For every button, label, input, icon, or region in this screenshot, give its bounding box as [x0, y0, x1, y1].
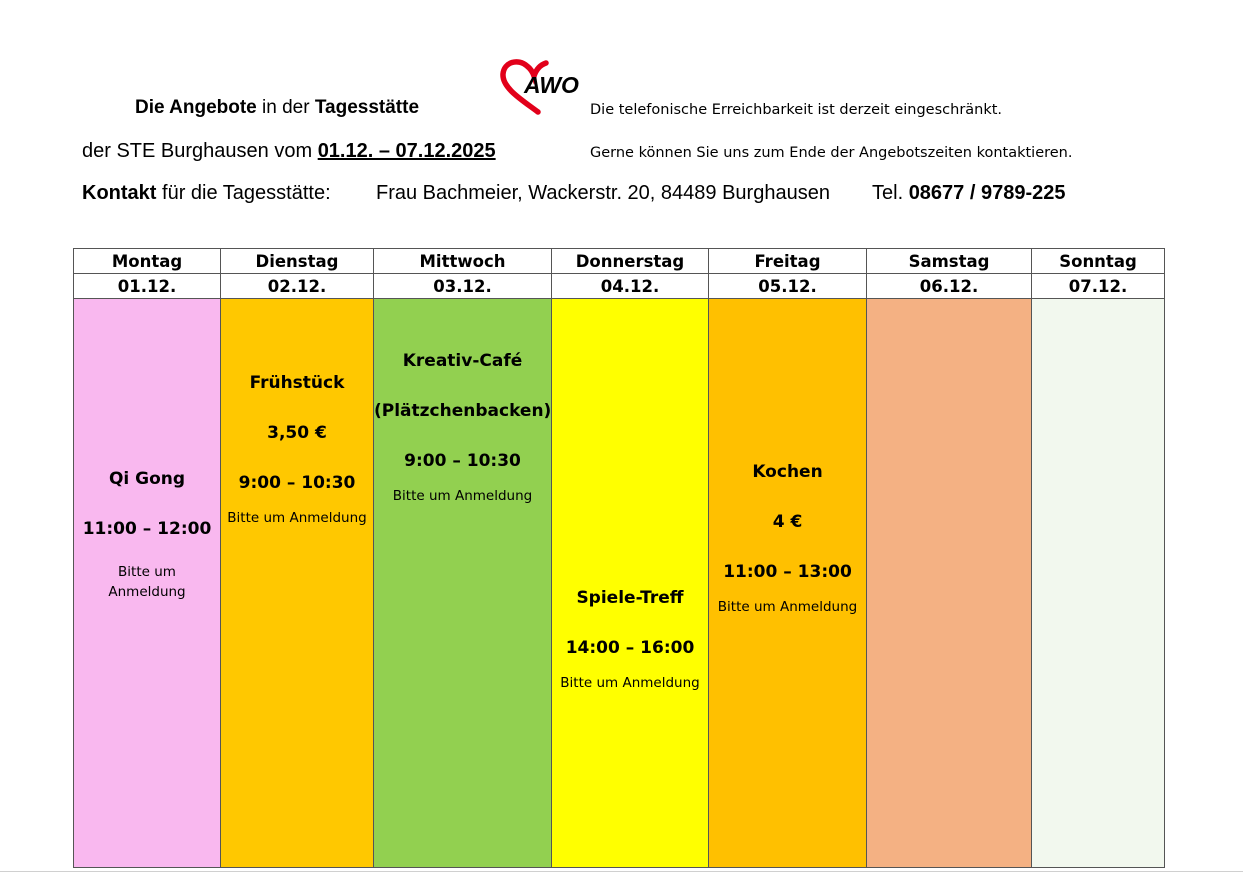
event-time: 11:00 – 13:00: [723, 562, 852, 582]
phone-note-2: Gerne können Sie uns zum Ende der Angebotszeiten kontaktieren.: [590, 145, 1073, 161]
date-montag: 01.12.: [74, 274, 221, 299]
date-donnerstag: 04.12.: [552, 274, 709, 299]
event-title: Kreativ-Café: [402, 351, 523, 371]
event-price: 3,50 €: [267, 423, 327, 443]
day-cell-donnerstag: [552, 299, 709, 868]
event-title: Spiele-Treff: [576, 588, 684, 608]
phone-note-1: Die telefonische Erreichbarkeit ist derzeit eingeschränkt.: [590, 102, 1003, 118]
event-kochen: [709, 447, 866, 617]
event-time: 14:00 – 16:00: [565, 638, 695, 658]
event-time: 9:00 – 10:30: [238, 473, 356, 493]
page-bottom-divider: [0, 871, 1243, 872]
contact-label-rest: für die Tagesstätte:: [156, 182, 331, 204]
event-price: 4 €: [772, 512, 803, 532]
day-header-dienstag: Dienstag: [221, 249, 374, 274]
title-part-2: in der: [256, 97, 315, 118]
day-cell-samstag: [867, 299, 1032, 868]
event-note: Bitte um Anmeldung: [560, 675, 700, 691]
date-dienstag: 02.12.: [221, 274, 374, 299]
event-title: Kochen: [752, 462, 823, 482]
event-note-line-1: Bitte um: [118, 564, 176, 580]
day-cell-sonntag: [1032, 299, 1165, 868]
subtitle-line: [82, 140, 496, 163]
contact-phone: [872, 182, 1066, 205]
day-header-samstag: Samstag: [867, 249, 1032, 274]
awo-logo: [500, 58, 584, 116]
event-title: Frühstück: [249, 373, 345, 393]
event-note: Bitte um Anmeldung: [227, 510, 367, 526]
event-qi-gong: [74, 454, 220, 602]
contact-label-bold: Kontakt: [82, 182, 157, 204]
events-row: [74, 299, 1165, 868]
event-subtitle: (Plätzchenbacken): [374, 401, 552, 421]
day-header-sonntag: Sonntag: [1032, 249, 1165, 274]
day-header-montag: Montag: [74, 249, 221, 274]
date-mittwoch: 03.12.: [374, 274, 552, 299]
date-row: [74, 274, 1165, 299]
weekly-schedule-table: [73, 248, 1165, 868]
awo-logo-text: AWO: [524, 72, 579, 98]
tel-label: Tel.: [872, 182, 909, 204]
event-spiele-treff: [552, 573, 708, 693]
date-freitag: 05.12.: [709, 274, 867, 299]
contact-person: Frau Bachmeier, Wackerstr. 20, 84489 Burghausen: [376, 182, 830, 204]
contact-label-line: [82, 182, 331, 205]
day-cell-mittwoch: [374, 299, 552, 868]
event-kreativ-cafe: [374, 336, 551, 506]
day-name-row: [74, 249, 1165, 274]
date-sonntag: 07.12.: [1032, 274, 1165, 299]
event-note: Bitte um Anmeldung: [392, 488, 533, 504]
event-time: 9:00 – 10:30: [404, 451, 521, 471]
event-fruehstueck: [221, 358, 373, 528]
tel-number: 08677 / 9789-225: [908, 182, 1066, 204]
subtitle-part-1: der STE Burghausen vom: [82, 140, 318, 162]
day-header-freitag: Freitag: [709, 249, 867, 274]
day-header-donnerstag: Donnerstag: [552, 249, 709, 274]
day-cell-montag: [74, 299, 221, 868]
event-note-line-2: Anmeldung: [108, 584, 186, 600]
title-line: [135, 97, 419, 119]
title-part-3: Tagesstätte: [314, 97, 420, 118]
event-note: Bitte um Anmeldung: [717, 599, 858, 615]
event-time: 11:00 – 12:00: [82, 519, 212, 539]
day-cell-freitag: [709, 299, 867, 868]
date-range: 01.12. – 07.12.2025: [317, 140, 496, 162]
title-part-1: Die Angebote: [135, 97, 257, 118]
day-cell-dienstag: [221, 299, 374, 868]
date-samstag: 06.12.: [867, 274, 1032, 299]
event-title: Qi Gong: [108, 469, 186, 489]
day-header-mittwoch: Mittwoch: [374, 249, 552, 274]
